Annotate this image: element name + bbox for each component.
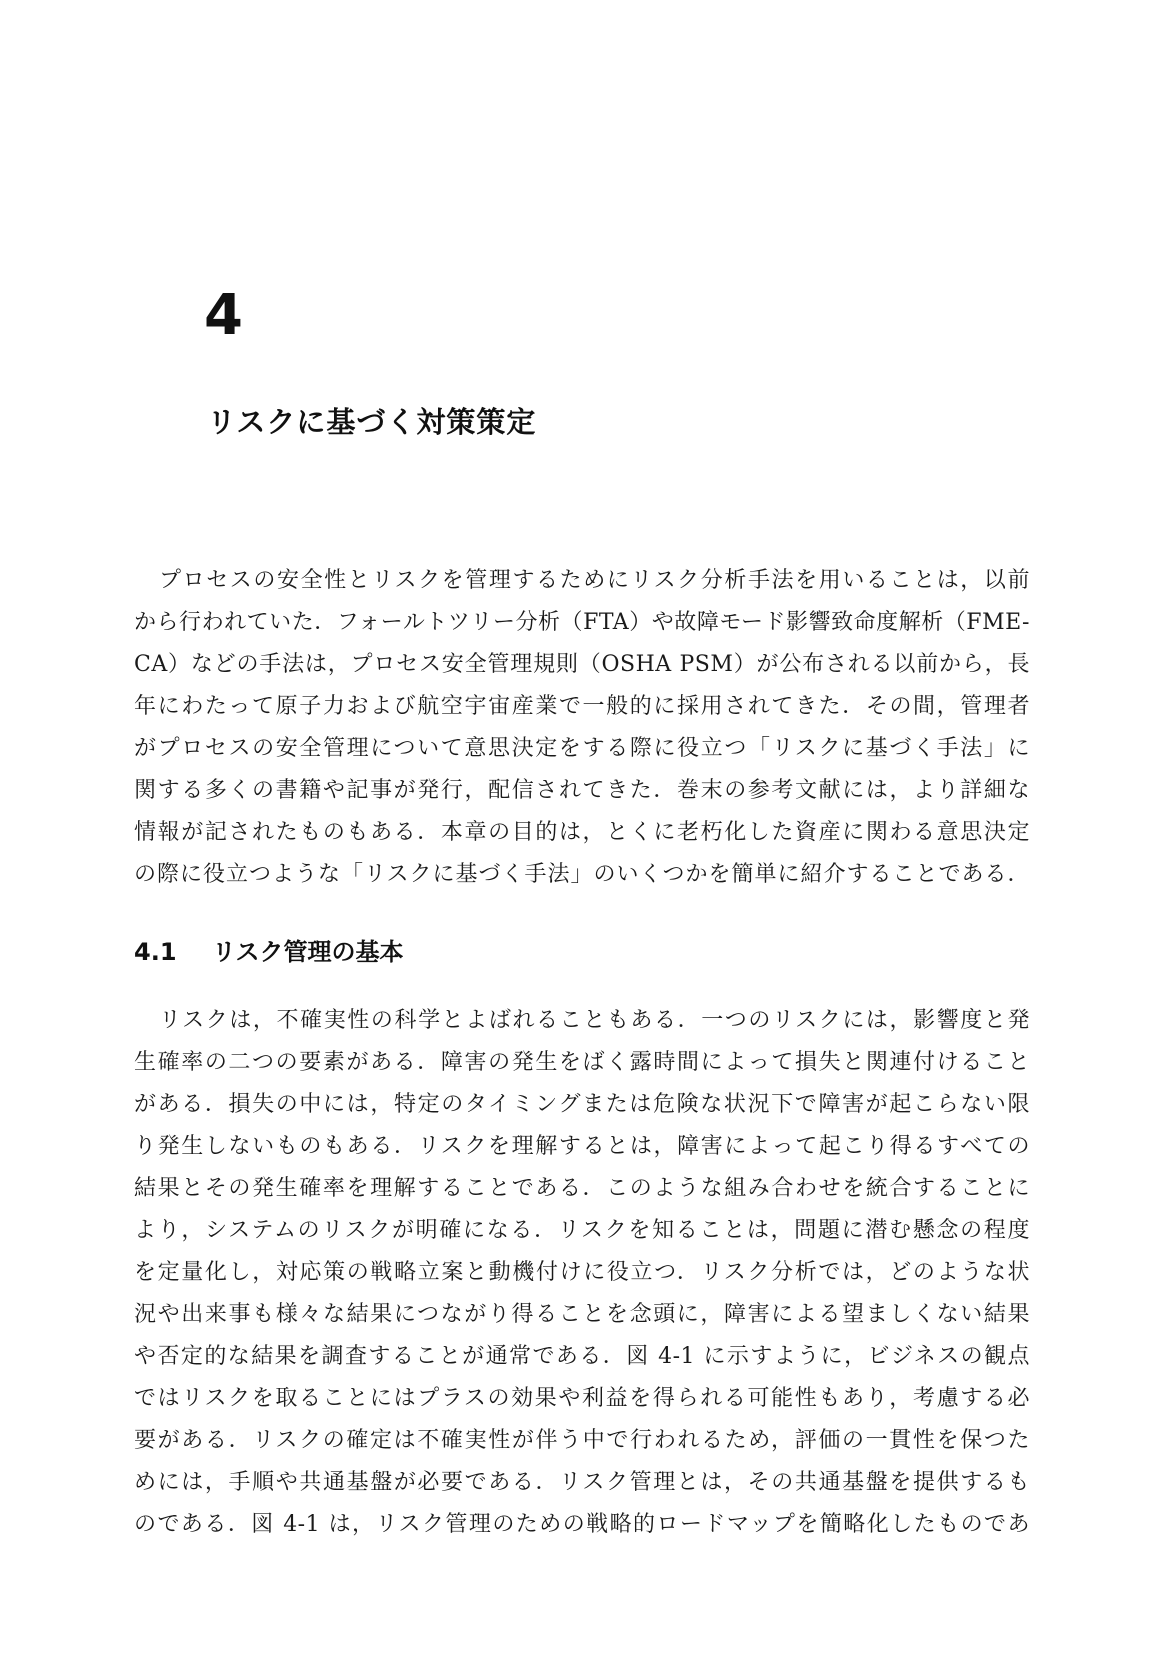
- intro-paragraph: [134, 560, 1030, 896]
- paragraph-line: ではリスクを取ることにはプラスの効果や利益を得られる可能性もあり，考慮する必: [134, 1386, 1030, 1411]
- paragraph-line: や否定的な結果を調査することが通常である．図 4-1 に示すように，ビジネスの観点: [134, 1344, 1030, 1369]
- chapter-title: リスクに基づく対策策定: [207, 405, 537, 439]
- paragraph-line: の際に役立つような「リスクに基づく手法」のいくつかを簡単に紹介することである．: [134, 862, 1030, 887]
- paragraph-line: リスクは，不確実性の科学とよばれることもある．一つのリスクには，影響度と発: [159, 1008, 1030, 1033]
- paragraph-line: から行われていた．フォールトツリー分析（FTA）や故障モード影響致命度解析（FME-: [134, 610, 1030, 635]
- paragraph-line: プロセスの安全性とリスクを管理するためにリスク分析手法を用いることは，以前: [159, 568, 1030, 593]
- section-heading: [134, 940, 404, 964]
- section-title: リスク管理の基本: [212, 938, 404, 966]
- paragraph-line: を定量化し，対応策の戦略立案と動機付けに役立つ．リスク分析では，どのような状: [134, 1260, 1030, 1285]
- section-paragraph: [134, 1000, 1030, 1546]
- paragraph-line: 生確率の二つの要素がある．障害の発生をばく露時間によって損失と関連付けること: [134, 1050, 1030, 1075]
- paragraph-line: がある．損失の中には，特定のタイミングまたは危険な状況下で障害が起こらない限: [134, 1092, 1030, 1117]
- paragraph-line: 況や出来事も様々な結果につながり得ることを念頭に，障害による望ましくない結果: [134, 1302, 1030, 1327]
- paragraph-line: 要がある．リスクの確定は不確実性が伴う中で行われるため，評価の一貫性を保つた: [134, 1428, 1030, 1453]
- paragraph-line: がプロセスの安全管理について意思決定をする際に役立つ「リスクに基づく手法」に: [134, 736, 1030, 761]
- paragraph-line: 関する多くの書籍や記事が発行，配信されてきた．巻末の参考文献には，より詳細な: [134, 778, 1030, 803]
- chapter-number: 4: [204, 283, 243, 348]
- paragraph-line: り発生しないものもある．リスクを理解するとは，障害によって起こり得るすべての: [134, 1134, 1030, 1159]
- paragraph-line: 情報が記されたものもある．本章の目的は，とくに老朽化した資産に関わる意思決定: [134, 820, 1030, 845]
- paragraph-line: めには，手順や共通基盤が必要である．リスク管理とは，その共通基盤を提供するも: [134, 1470, 1030, 1495]
- paragraph-line: CA）などの手法は，プロセス安全管理規則（OSHA PSM）が公布される以前から，長: [134, 652, 1030, 677]
- section-number: 4.1: [134, 938, 177, 966]
- paragraph-line: のである．図 4-1 は，リスク管理のための戦略的ロードマップを簡略化したものであ: [134, 1512, 1030, 1537]
- paragraph-line: 結果とその発生確率を理解することである．このような組み合わせを統合することに: [134, 1176, 1030, 1201]
- paragraph-line: より，システムのリスクが明確になる．リスクを知ることは，問題に潜む懸念の程度: [134, 1218, 1030, 1243]
- paragraph-line: 年にわたって原子力および航空宇宙産業で一般的に採用されてきた．その間，管理者: [134, 694, 1030, 719]
